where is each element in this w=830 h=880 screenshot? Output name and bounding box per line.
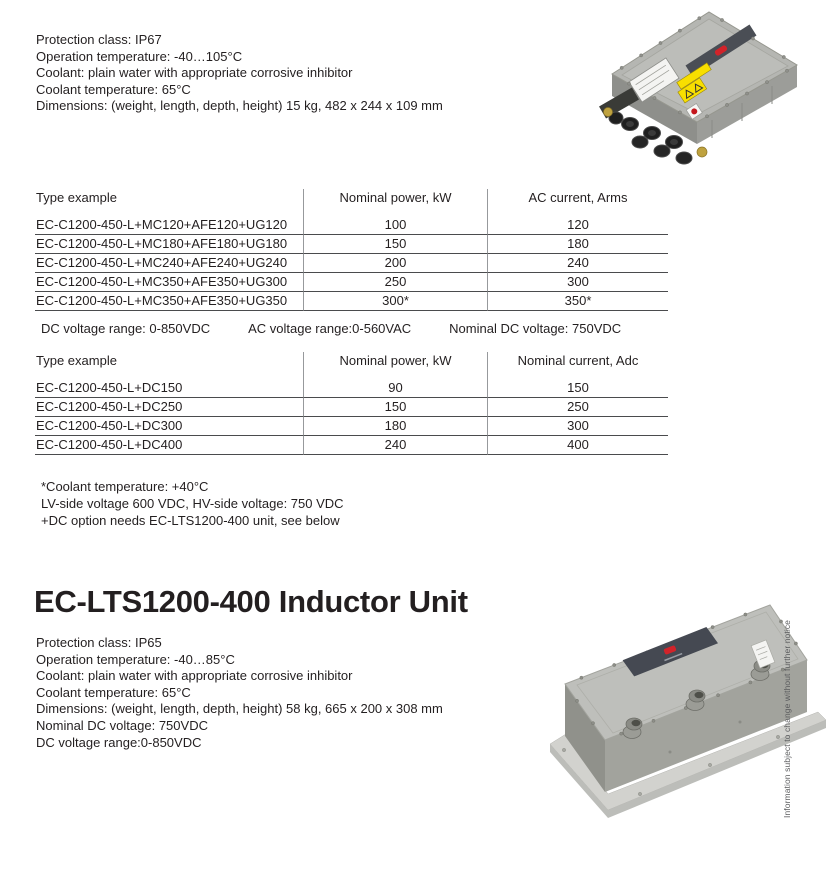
table-cell: 100: [303, 216, 487, 235]
spec-line: Operation temperature: -40…85°C: [36, 651, 235, 667]
voltage-note: AC voltage range:0-560VAC: [248, 321, 412, 336]
table-cell: 240: [487, 254, 668, 273]
dc-option-table: [35, 352, 668, 455]
spec-line: Coolant temperature: 65°C: [36, 81, 191, 97]
table-header: AC current, Arms: [487, 189, 668, 216]
spec-line: Protection class: IP67: [36, 32, 162, 47]
table-cell: 300*: [303, 292, 487, 311]
converter-specs: [36, 32, 443, 115]
table-cell: EC-C1200-450-L+DC400: [35, 436, 303, 455]
table-cell: EC-C1200-450-L+MC120+AFE120+UG120: [35, 216, 303, 235]
footnote-line: *Coolant temperature: +40°C: [41, 479, 209, 494]
disclaimer-note: Information subject to change without further notice: [782, 620, 792, 818]
table-cell: 90: [303, 379, 487, 398]
table-cell: 300: [487, 417, 668, 436]
table-cell: EC-C1200-450-L+DC150: [35, 379, 303, 398]
footnotes: [41, 478, 344, 530]
spec-line: DC voltage range:0-850VDC: [36, 734, 202, 750]
spec-line: Protection class: IP65: [36, 635, 162, 650]
spec-line: Coolant: plain water with appropriate corrosive inhibitor: [36, 668, 353, 684]
table-cell: 150: [303, 398, 487, 417]
inverter-product-photo: [592, 2, 824, 166]
spec-line: Operation temperature: -40…105°C: [36, 48, 243, 64]
table-cell: EC-C1200-450-L+MC180+AFE180+UG180: [35, 235, 303, 254]
footnote-line: +DC option needs EC-LTS1200-400 unit, see below: [41, 513, 340, 529]
voltage-note: DC voltage range: 0-850VDC: [41, 321, 211, 336]
table-cell: 150: [303, 235, 487, 254]
inductor-product-photo: [520, 592, 792, 816]
voltage-note: Nominal DC voltage: 750VDC: [449, 321, 622, 336]
spec-line: Coolant: plain water with appropriate corrosive inhibitor: [36, 65, 353, 81]
table-cell: 200: [303, 254, 487, 273]
inverter-photo-illustration: [592, 2, 824, 166]
table-cell: EC-C1200-450-L+MC350+AFE350+UG350: [35, 292, 303, 311]
spec-line: Dimensions: (weight, length, depth, height) 58 kg, 665 x 200 x 308 mm: [36, 701, 443, 717]
table-header: Type example: [36, 353, 117, 368]
table-cell: 350*: [487, 292, 668, 311]
table-header: Nominal power, kW: [303, 189, 487, 216]
inductor-specs: [36, 635, 443, 751]
table-cell: 180: [303, 417, 487, 436]
table-cell: 120: [487, 216, 668, 235]
table-cell: 240: [303, 436, 487, 455]
power-config-table: [35, 189, 668, 311]
footnote-line: LV-side voltage 600 VDC, HV-side voltage: 750 VDC: [41, 496, 344, 512]
table-cell: 250: [303, 273, 487, 292]
table-cell: 300: [487, 273, 668, 292]
table-cell: 180: [487, 235, 668, 254]
spec-line: Dimensions: (weight, length, depth, height) 15 kg, 482 x 244 x 109 mm: [36, 98, 443, 114]
table-cell: 400: [487, 436, 668, 455]
section-title: EC-LTS1200-400 Inductor Unit: [34, 584, 468, 619]
table-header: Nominal power, kW: [303, 352, 487, 379]
table-cell: EC-C1200-450-L+DC300: [35, 417, 303, 436]
inductor-photo-illustration: [520, 592, 792, 816]
spec-line: Coolant temperature: 65°C: [36, 684, 191, 700]
table-cell: 250: [487, 398, 668, 417]
brass-fitting: [697, 147, 707, 157]
brass-fitting: [604, 108, 613, 117]
table-cell: 150: [487, 379, 668, 398]
spec-line: Nominal DC voltage: 750VDC: [36, 717, 208, 733]
voltage-range-notes: [41, 321, 621, 336]
table-cell: EC-C1200-450-L+MC240+AFE240+UG240: [35, 254, 303, 273]
table-cell: EC-C1200-450-L+DC250: [35, 398, 303, 417]
table-header: Type example: [36, 190, 117, 205]
table-header: Nominal current, Adc: [487, 352, 668, 379]
table-cell: EC-C1200-450-L+MC350+AFE350+UG300: [35, 273, 303, 292]
